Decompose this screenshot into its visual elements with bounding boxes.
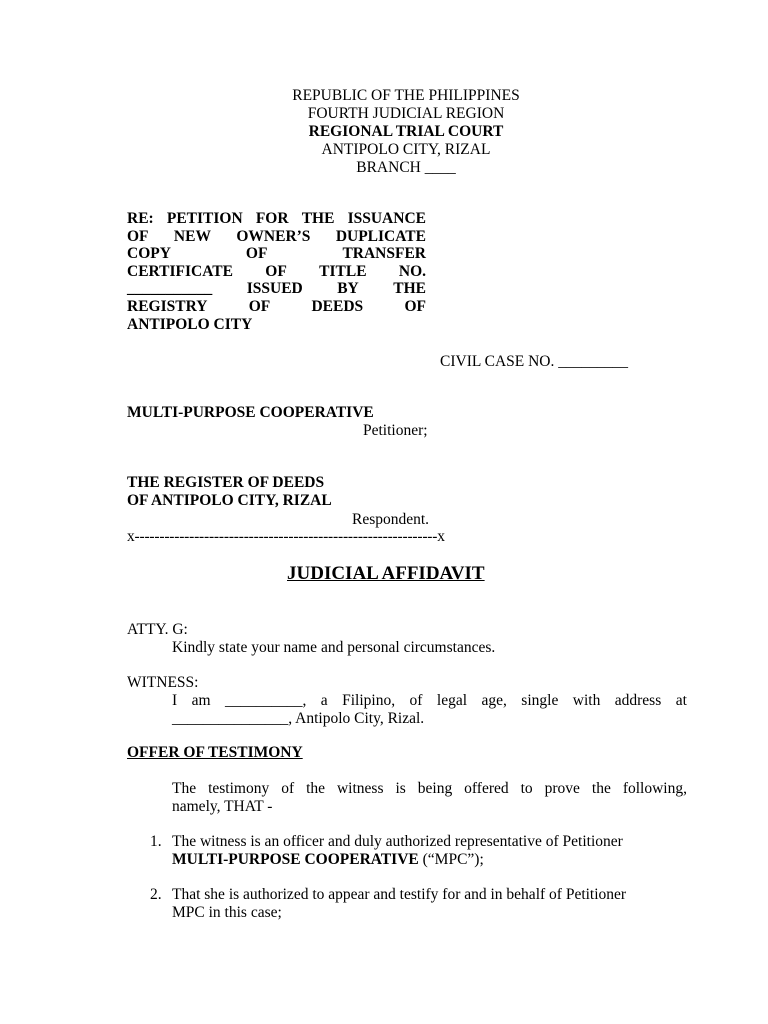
re-line xyxy=(127,280,426,298)
respondent-name-line1: THE REGISTER OF DEEDS xyxy=(127,474,325,491)
intro-word: the xyxy=(591,780,611,797)
intro-word: being xyxy=(417,780,453,797)
header-republic: REPUBLIC OF THE PHILIPPINES xyxy=(292,87,520,104)
re-word: PETITION xyxy=(166,210,243,227)
answer-word: age, xyxy=(481,692,507,709)
re-line xyxy=(127,263,426,281)
petitioner-role: Petitioner; xyxy=(363,422,428,439)
petitioner-name: MULTI-PURPOSE COOPERATIVE xyxy=(127,404,374,421)
re-word: ANTIPOLO CITY xyxy=(127,315,253,333)
answer-word: Filipino, xyxy=(342,692,396,709)
intro-word: is xyxy=(395,780,406,797)
list-item-number: 1. xyxy=(150,833,162,850)
re-word: OF xyxy=(265,262,287,280)
list-item-1-line1: The witness is an officer and duly authorized representative of Petitioner xyxy=(172,833,623,850)
re-word: CERTIFICATE xyxy=(127,262,233,280)
list-item-number: 2. xyxy=(150,886,162,903)
re-petition-block xyxy=(127,210,426,333)
re-word: OF xyxy=(248,297,271,315)
intro-word: to xyxy=(520,780,533,797)
header-branch: BRANCH ____ xyxy=(356,159,456,176)
witness-answer-line2: _______________, Antipolo City, Rizal. xyxy=(172,710,425,727)
re-line xyxy=(127,210,426,228)
re-word: FOR xyxy=(255,210,289,227)
intro-word: witness xyxy=(336,780,384,797)
answer-word: __________, xyxy=(224,692,307,709)
offer-intro-line2: namely, THAT - xyxy=(172,798,273,815)
re-line xyxy=(127,316,426,334)
re-word: COPY xyxy=(127,245,171,263)
answer-word: with xyxy=(572,692,601,709)
re-word: ___________ xyxy=(127,280,213,298)
re-line xyxy=(127,298,426,316)
list-item-2-line2: MPC in this case; xyxy=(172,904,282,921)
atty-label: ATTY. G: xyxy=(127,621,188,638)
civil-case-number: CIVIL CASE NO. _________ xyxy=(440,353,629,370)
header-court: REGIONAL TRIAL COURT xyxy=(308,123,504,140)
answer-word: legal xyxy=(436,692,468,709)
re-word: DUPLICATE xyxy=(335,227,426,245)
intro-word: following, xyxy=(622,780,687,797)
intro-word: prove xyxy=(544,780,580,797)
offer-intro-line1 xyxy=(172,780,687,798)
intro-word: of xyxy=(281,780,295,797)
intro-word: the xyxy=(306,780,326,797)
header-city: ANTIPOLO CITY, RIZAL xyxy=(321,141,491,158)
witness-answer-line1 xyxy=(172,692,687,710)
re-word: ISSUANCE xyxy=(347,210,426,227)
list-item-2-line1: That she is authorized to appear and testify for and in behalf of Petitioner xyxy=(172,886,627,903)
answer-word: I xyxy=(172,692,178,709)
respondent-name-line2: OF ANTIPOLO CITY, RIZAL xyxy=(127,492,332,509)
answer-word: address xyxy=(614,692,662,709)
re-word: OWNER’S xyxy=(236,227,311,245)
re-word: TRANSFER xyxy=(342,245,426,263)
atty-question: Kindly state your name and personal circumstances. xyxy=(172,639,496,656)
intro-word: offered xyxy=(464,780,509,797)
re-word: OF xyxy=(404,297,426,315)
re-word: TITLE xyxy=(319,262,367,280)
re-word: OF xyxy=(127,227,149,245)
re-line xyxy=(127,228,426,246)
re-word: NEW xyxy=(173,227,211,245)
re-word: OF xyxy=(245,245,268,263)
re-word: BY xyxy=(337,280,359,298)
re-word: DEEDS xyxy=(311,297,364,315)
witness-label: WITNESS: xyxy=(127,674,199,691)
intro-word: testimony xyxy=(208,780,270,797)
court-header xyxy=(0,87,768,177)
mpc-abbrev: (“MPC”); xyxy=(418,851,484,868)
document-title: JUDICIAL AFFIDAVIT xyxy=(287,563,485,584)
header-region: FOURTH JUDICIAL REGION xyxy=(307,105,505,122)
answer-word: of xyxy=(409,692,423,709)
re-word: THE xyxy=(301,210,335,227)
re-word: NO. xyxy=(398,262,426,280)
intro-word: The xyxy=(172,780,197,797)
answer-word: at xyxy=(675,692,687,709)
re-word: REGISTRY xyxy=(127,297,208,315)
answer-word: am xyxy=(191,692,211,709)
offer-heading: OFFER OF TESTIMONY xyxy=(127,744,303,761)
re-line xyxy=(127,245,426,263)
cooperative-name: MULTI-PURPOSE COOPERATIVE xyxy=(172,851,419,868)
re-word: THE xyxy=(393,280,426,298)
re-word: ISSUED xyxy=(246,280,303,298)
answer-word: a xyxy=(320,692,328,709)
caption-divider: x-------------------------------------------------------------x xyxy=(127,528,445,545)
answer-word: single xyxy=(521,692,559,709)
list-item-1-line2 xyxy=(172,851,484,869)
re-word: RE: xyxy=(127,210,154,227)
respondent-role: Respondent. xyxy=(352,511,430,528)
